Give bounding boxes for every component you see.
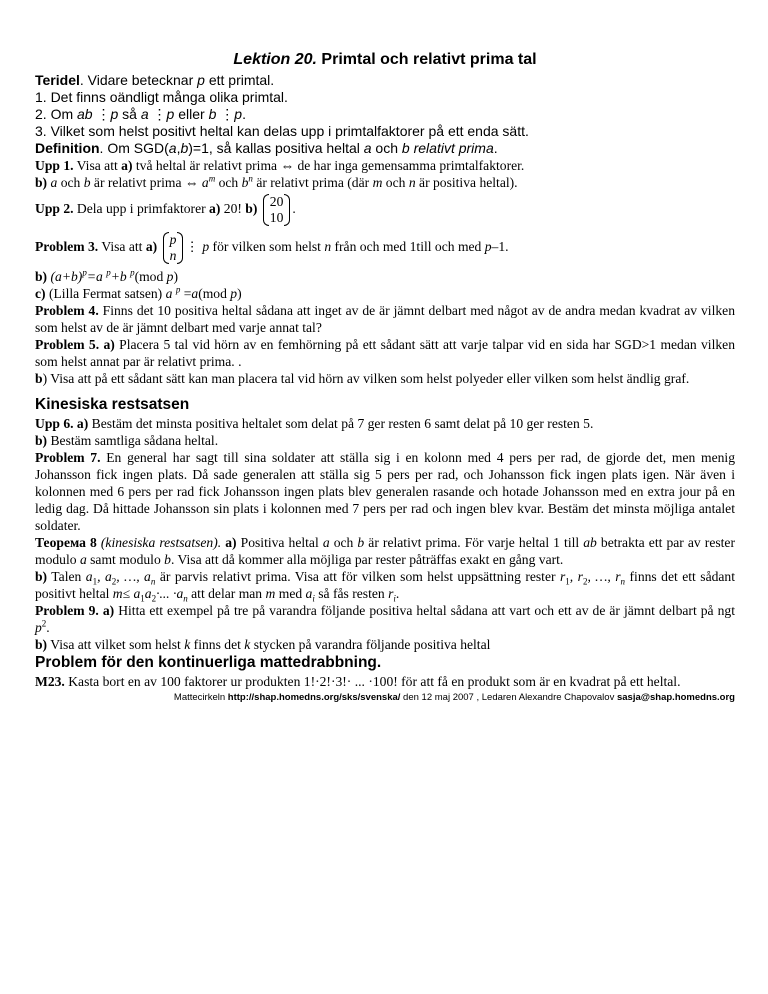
footer-email-link[interactable]: sasja@shap.homedns.org: [616, 692, 735, 703]
definition: Definition. Om SGD(a,b)=1, så kallas positiva heltal a och b relativt prima.: [35, 140, 498, 156]
upp2: Upp 2. Dela upp i primfaktorer a) 20! b) 20 10 .: [35, 194, 296, 225]
divides-symbol: ⋮: [185, 239, 199, 255]
problem5-part-a: Problem 5. a) Placera 5 tal vid hörn av en femhörning på ett sådant sätt att varje talpar vid en sida har SGD>1 medan vilken som helst annat par är relativt prima. .: [35, 337, 735, 369]
m23: M23. Kasta bort en av 100 faktorer ur produkten 1!·2!·3!· ... ·100! för att få en produkt som är en kvadrat på ett heltal.: [35, 674, 681, 689]
divides-symbol: ⋮: [96, 106, 111, 122]
teoridel-line-3: 3. Vilket som helst positivt heltal kan delas upp i primtalfaktorer på ett enda sätt.: [35, 123, 529, 139]
binomial-coefficient: 20 10: [263, 194, 291, 226]
problem9-part-a: Problem 9. a) Hitta ett exempel på tre på varandra följande positiva heltal sådana att vart och ett av de är jämnt delbart på ngt $p^2$.: [35, 603, 735, 635]
page-title: Lektion 20. Primtal och relativt prima tal: [233, 51, 537, 68]
problem5-part-b: b) Visa att på ett sådant sätt kan man placera tal vid hörn av vilken som helst polyeder eller vilken som helst ändlig graf.: [35, 371, 690, 386]
problem4: Problem 4. Finns det 10 positiva heltal sådana att inget av de är jämnt delbart med något av de andra medan kvadrat av vilken som helst av de är jämnt delbart med varje annat tal?: [35, 303, 735, 335]
divides-symbol: ⋮: [220, 106, 235, 122]
upp1-part-b: b) a och b är relativt prima ⇔ $a^m$ och $b^n$ är relativt prima (där m och n är positiva heltal).: [35, 173, 518, 190]
upp6-part-a: Upp 6. a) Bestäm det minsta positiva heltalet som delat på 7 ger resten 6 samt delat på 10 ger resten 5.: [35, 416, 594, 431]
footer: Mattecirkeln http://shap.homedns.org/sks/svenska/ den 12 maj 2007 , Ledaren Alexandre Chapovalov sasja@shap.homedns.org: [173, 692, 735, 703]
footer-url-link[interactable]: http://shap.homedns.org/sks/svenska/: [227, 692, 401, 703]
teoridel-line-1: 1. Det finns oändligt många olika primtal.: [35, 89, 288, 105]
teoridel-intro: Teridel. Vidare betecknar p ett primtal.: [35, 72, 275, 88]
problem3-part-b: b) $(a+b)^p=a$ $^p$+b $^p$(mod p): [35, 267, 178, 284]
upp1-part-a: Upp 1. Visa att a) två heltal är relativt prima ⇔ de har inga gemensamma primtalfaktorer.: [35, 158, 525, 173]
theorem8-part-a: Теорема 8 (kinesiska restsatsen). a) Positiva heltal a och b är relativt prima. För varje heltal 1 till ab betrakta ett par av rester modulo a samt modulo b. Visa att då kommer alla möjliga par rester påträffas exakt en gång vart.: [35, 535, 735, 567]
theorem8-part-b: b) Talen $a_1$, $a_2$, …, $a_n$ är parvis relativt prima. Visa att för vilken som helst uppsättning rester $r_1$, $r_2$, …, $r_n$ finns det ett sådant positivt heltal $m\le a_1a_2\cdot$... $\cdot a_n$ att delar man m med $a_i$ så fås resten $r_i$.: [35, 569, 736, 604]
problem7: Problem 7. En general har sagt till sina soldater att ställa sig i en kolonn med 4 pers per rad, de gjorde det, men menig Johansson fick ingen plats. Då sade generalen att ställa sig 5 pers per rad, och Johansson fick ingen plats igen. När även i kolonnen med 6 pers per rad fick Johansson ingen plats blev generalen rasande och hotade Johansson med en extra jour på en ledig dag. Då hittade Johansson sin plats i kolonnen med 7 pers per rad och ingen blev kvar. Bestäm det minsta möjliga antalet soldater.: [35, 450, 735, 533]
divides-symbol: ⋮: [152, 106, 167, 122]
teoridel-line-2: 2. Om ab ⋮p så a ⋮p eller b ⋮p.: [35, 106, 246, 122]
worksheet-page: [35, 50, 735, 704]
section-heading: Kinesiska restsatsen: [35, 396, 190, 413]
upp6-part-b: b) Bestäm samtliga sådana heltal.: [35, 433, 219, 448]
section-heading: Problem för den kontinuerliga mattedrabbning.: [35, 654, 382, 671]
problem3-part-a: Problem 3. Visa att a) p n ⋮ p för vilken som helst n från och med 1till och med p–1.: [35, 232, 509, 263]
binomial-coefficient: p n: [163, 232, 184, 264]
problem9-part-b: b) Visa att vilket som helst k finns det k stycken på varandra följande positiva heltal: [35, 637, 491, 652]
problem3-part-c: c) (Lilla Fermat satsen) a $^p$ =a(mod p): [35, 284, 242, 301]
